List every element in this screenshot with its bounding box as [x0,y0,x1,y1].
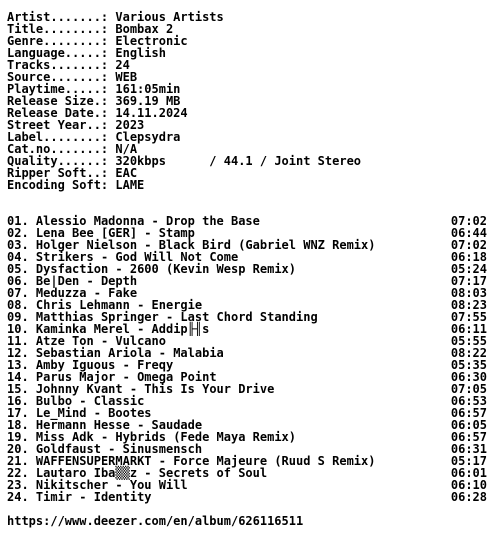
track-duration: 05:24 [450,262,487,276]
track-title: Goldfaust - Sinusmensch [35,442,203,456]
track-space [29,490,36,504]
meta-separator: : [100,130,116,144]
track-duration: 08:03 [450,286,487,300]
meta-separator: : [100,70,116,84]
track-number: 24. [7,490,29,504]
track-title: Alessio Madonna - Drop the Base [35,214,260,228]
track-title: Johnny Kvant - This Is Your Drive [35,382,275,396]
track-duration: 06:31 [450,442,487,456]
meta-key: Quality...... [7,154,101,168]
track-number: 17. [7,406,29,420]
track-number: 10. [7,322,29,336]
track-title: Sebastian Ariola - Malabia [35,346,224,360]
track-duration: 06:05 [450,418,487,432]
track-duration: 06:53 [450,394,487,408]
track-number: 08. [7,298,29,312]
track-title: Lautaro Iba▒▒z - Secrets of Soul [35,466,268,480]
tracklist [7,215,489,503]
metadata-block [7,11,489,191]
track-duration: 06:28 [450,490,487,504]
track-duration: 06:11 [450,322,487,336]
track-number: 21. [7,454,29,468]
track-title: Hermann Hesse - Saudade [35,418,203,432]
meta-value: 14.11.2024 [115,106,188,120]
track-number: 03. [7,238,29,252]
track-duration: 07:05 [450,382,487,396]
track-duration: 07:55 [450,310,487,324]
album-url[interactable]: https://www.deezer.com/en/album/626116511 [7,514,304,528]
track-duration: 07:02 [450,214,487,228]
meta-separator: : [100,10,116,24]
track-number: 07. [7,286,29,300]
track-number: 19. [7,430,29,444]
track-number: 06. [7,274,29,288]
meta-separator: : [100,106,116,120]
track-number: 05. [7,262,29,276]
track-number: 13. [7,358,29,372]
meta-key: Encoding Soft [7,178,101,192]
meta-value: Bombax 2 [115,22,174,36]
track-title: Le_Mind - Bootes [35,406,152,420]
meta-value: EAC [115,166,138,180]
meta-value: LAME [115,178,145,192]
meta-value: N/A [115,142,138,156]
track-number: 14. [7,370,29,384]
meta-value: 2023 [115,118,145,132]
track-title: Strikers - God Will Not Come [35,250,239,264]
track-duration: 06:30 [450,370,487,384]
track-number: 11. [7,334,29,348]
meta-value: English [115,46,166,60]
track-number: 09. [7,310,29,324]
meta-separator: : [100,166,116,180]
meta-key: Street Year.. [7,118,101,132]
meta-key: Tracks....... [7,58,101,72]
meta-separator: : [100,82,116,96]
meta-value: 161:05min [115,82,181,96]
track-duration: 06:57 [450,430,487,444]
meta-key: Ripper Soft.. [7,166,101,180]
track-title: Holger Nielson - Black Bird (Gabriel WNZ Remix) [35,238,376,252]
track-title: Be|Den - Depth [35,274,138,288]
spacer [7,191,489,215]
track-number: 01. [7,214,29,228]
track-title: Bulbo - Classic [35,394,145,408]
track-duration: 07:02 [450,238,487,252]
meta-key: Artist....... [7,10,101,24]
track-duration: 06:01 [450,466,487,480]
meta-separator: : [100,58,116,72]
track-title: Atze Ton - Vulcano [35,334,166,348]
track-title: Chris Lehmann - Energie [35,298,203,312]
track-title: Meduzza - Fake [35,286,138,300]
track-title: Amby Iguous - Freqy [35,358,174,372]
meta-value: 320kbps / 44.1 / Joint Stereo [115,154,362,168]
track-number: 20. [7,442,29,456]
track-number: 16. [7,394,29,408]
meta-separator: : [100,22,116,36]
track-number: 22. [7,466,29,480]
meta-value: Electronic [115,34,188,48]
track-duration: 05:55 [450,334,487,348]
track-title: Nikitscher - You Will [35,478,188,492]
meta-value: WEB [115,70,138,84]
meta-separator: : [100,46,116,60]
meta-key: Cat.no....... [7,142,101,156]
meta-key: Title........ [7,22,101,36]
track-number: 02. [7,226,29,240]
track-number: 15. [7,382,29,396]
track-duration: 08:23 [450,298,487,312]
meta-separator: : [100,154,116,168]
meta-value: 24 [115,58,130,72]
track-number: 12. [7,346,29,360]
track-duration: 05:35 [450,358,487,372]
track-title: WAFFENSUPERMARKT - Force Majeure (Ruud S Remix) [35,454,376,468]
meta-separator: : [100,34,116,48]
track-title: Lena Bee [GER] - Stamp [35,226,195,240]
track-duration: 06:10 [450,478,487,492]
meta-key: Playtime..... [7,82,101,96]
meta-key: Language..... [7,46,101,60]
meta-separator: : [100,178,116,192]
track-title: Timir - Identity [35,490,152,504]
nfo-document [7,11,489,527]
track-number: 18. [7,418,29,432]
track-duration: 06:57 [450,406,487,420]
track-title: Matthias Springer - Last Chord Standing [35,310,318,324]
track-duration: 06:44 [450,226,487,240]
track-title: Kaminka Merel - Addip╟╢s [35,322,210,336]
meta-key: Release Date. [7,106,101,120]
track-duration: 06:18 [450,250,487,264]
meta-value: Various Artists [115,10,224,24]
track-title: Parus Major - Omega Point [35,370,217,384]
track-number: 23. [7,478,29,492]
track-duration: 07:17 [450,274,487,288]
track-number: 04. [7,250,29,264]
track-duration: 08:22 [450,346,487,360]
meta-separator: : [100,142,116,156]
meta-key: Label........ [7,130,101,144]
meta-key: Release Size. [7,94,101,108]
meta-key: Genre........ [7,34,101,48]
meta-separator: : [100,94,116,108]
track-row [7,491,489,503]
meta-line [7,179,489,191]
meta-key: Source....... [7,70,101,84]
track-duration: 05:17 [450,454,487,468]
track-title: Dysfaction - 2600 (Kevin Wesp Remix) [35,262,297,276]
meta-value: 369.19 MB [115,94,181,108]
meta-value: Clepsydra [115,130,181,144]
meta-separator: : [100,118,116,132]
track-title: Miss Adk - Hybrids (Fede Maya Remix) [35,430,297,444]
